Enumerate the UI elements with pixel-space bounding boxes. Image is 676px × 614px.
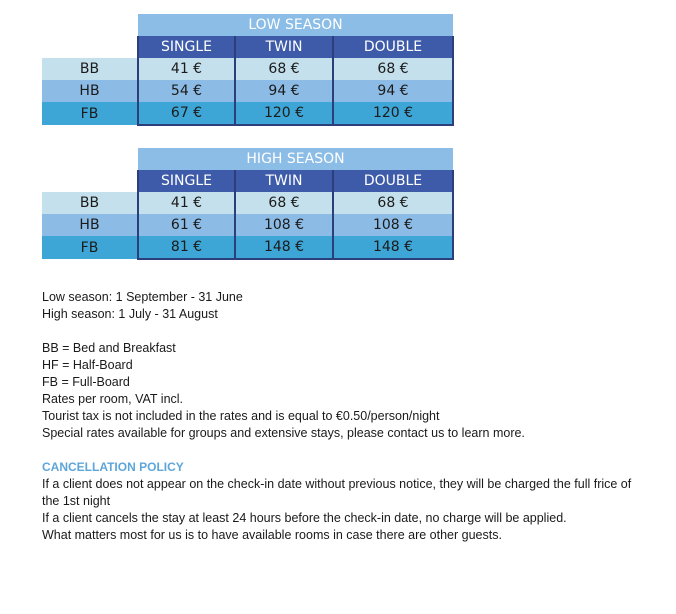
low-season-rate-table xyxy=(42,14,454,126)
col-header-single: SINGLE xyxy=(138,170,235,192)
corner-blank xyxy=(42,36,138,58)
row-label: BB xyxy=(42,58,138,80)
season-dates-low: Low season: 1 September - 31 June xyxy=(42,290,243,304)
row-label: FB xyxy=(42,236,138,259)
price-cell: 68 € xyxy=(235,192,333,214)
price-cell: 68 € xyxy=(235,58,333,80)
table-row xyxy=(42,214,453,236)
season-title: HIGH SEASON xyxy=(138,148,453,170)
price-cell: 68 € xyxy=(333,192,453,214)
row-label: HB xyxy=(42,80,138,102)
price-cell: 67 € xyxy=(138,102,235,125)
price-cell: 41 € xyxy=(138,58,235,80)
corner-blank xyxy=(42,148,138,170)
col-header-twin: TWIN xyxy=(235,170,333,192)
cancellation-line: If a client does not appear on the check-in date without previous notice, they will be charged the full frice of the 1st night xyxy=(42,477,632,508)
cancellation-line: If a client cancels the stay at least 24 hours before the check-in date, no charge will be applied. xyxy=(42,511,567,525)
price-cell: 68 € xyxy=(333,58,453,80)
table-row xyxy=(42,80,453,102)
cancellation-policy-title: CANCELLATION POLICY xyxy=(42,460,184,474)
price-cell: 108 € xyxy=(235,214,333,236)
rates-notes xyxy=(42,289,652,544)
col-header-twin: TWIN xyxy=(235,36,333,58)
row-label: HB xyxy=(42,214,138,236)
row-label: BB xyxy=(42,192,138,214)
price-cell: 94 € xyxy=(235,80,333,102)
price-cell: 148 € xyxy=(235,236,333,259)
season-title: LOW SEASON xyxy=(138,14,453,36)
col-header-double: DOUBLE xyxy=(333,170,453,192)
row-label: FB xyxy=(42,102,138,125)
col-header-double: DOUBLE xyxy=(333,36,453,58)
price-cell: 61 € xyxy=(138,214,235,236)
high-season-rate-table xyxy=(42,148,454,260)
corner-blank xyxy=(42,170,138,192)
price-cell: 120 € xyxy=(235,102,333,125)
table-row xyxy=(42,58,453,80)
price-cell: 108 € xyxy=(333,214,453,236)
table-row xyxy=(42,192,453,214)
legend-fb: FB = Full-Board xyxy=(42,375,130,389)
col-header-single: SINGLE xyxy=(138,36,235,58)
price-cell: 120 € xyxy=(333,102,453,125)
tourist-tax-note: Tourist tax is not included in the rates and is equal to €0.50/person/night xyxy=(42,409,440,423)
price-cell: 81 € xyxy=(138,236,235,259)
price-cell: 148 € xyxy=(333,236,453,259)
table-row xyxy=(42,236,453,259)
legend-bb: BB = Bed and Breakfast xyxy=(42,341,176,355)
season-dates-high: High season: 1 July - 31 August xyxy=(42,307,218,321)
cancellation-line: What matters most for us is to have available rooms in case there are other guests. xyxy=(42,528,502,542)
rates-note: Rates per room, VAT incl. xyxy=(42,392,184,406)
price-cell: 41 € xyxy=(138,192,235,214)
table-row xyxy=(42,102,453,125)
price-cell: 54 € xyxy=(138,80,235,102)
corner-blank xyxy=(42,14,138,36)
legend-hf: HF = Half-Board xyxy=(42,358,133,372)
price-cell: 94 € xyxy=(333,80,453,102)
special-rates-note: Special rates available for groups and extensive stays, please contact us to learn more. xyxy=(42,426,525,440)
